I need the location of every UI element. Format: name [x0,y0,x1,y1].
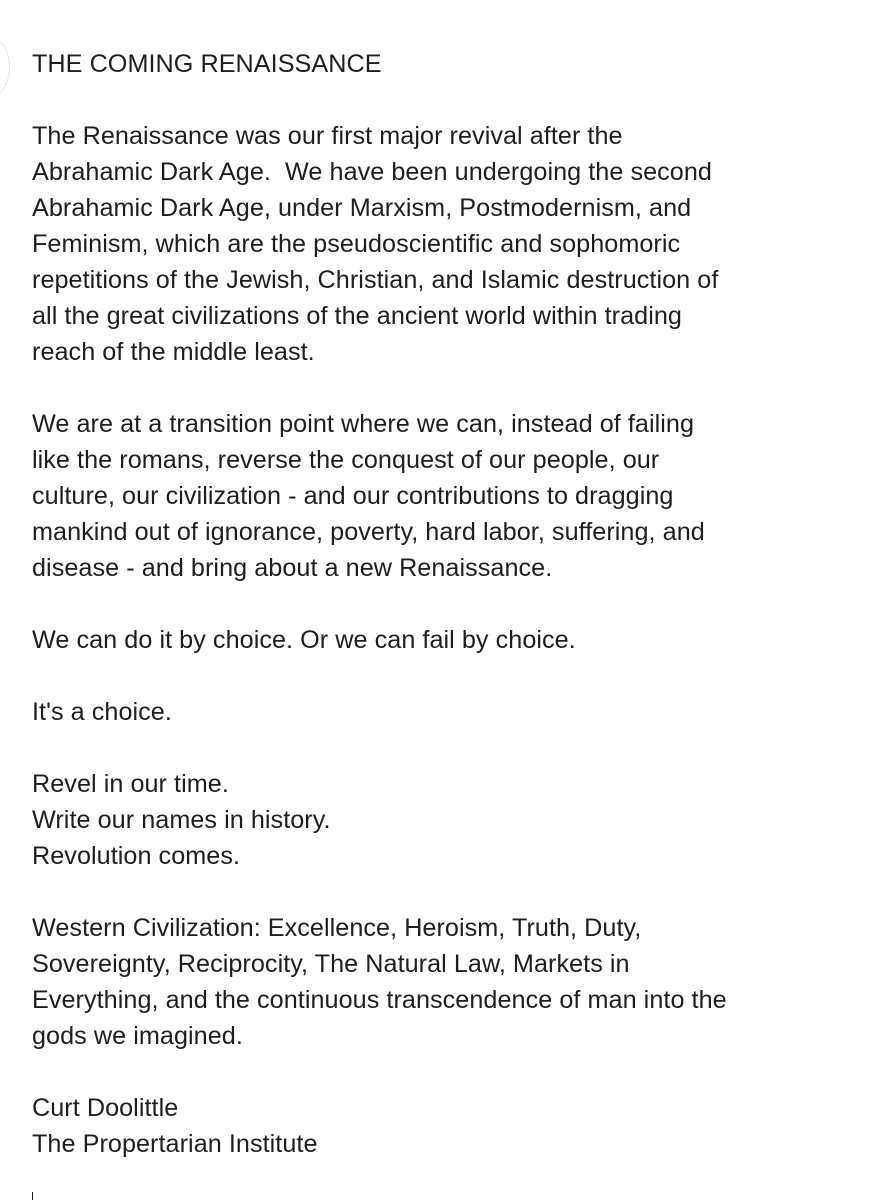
paragraph-line: Feminism, which are the pseudoscientific and sophomoric [32,230,681,258]
signature-organization: The Propertarian Institute [32,1130,318,1158]
paragraph-line: repetitions of the Jewish, Christian, and Islamic destruction of [32,266,719,294]
paragraph-line: mankind out of ignorance, poverty, hard labor, suffering, and [32,518,705,546]
paragraph-line: Revolution comes. [32,842,241,870]
paragraph-western-civilization [32,910,862,1054]
paragraph-line: gods we imagined. [32,1022,243,1050]
paragraph-revel [32,766,862,874]
paragraph-line: culture, our civilization - and our contributions to dragging [32,482,674,510]
paragraph-line: It's a choice. [32,698,172,726]
paragraph-line: Sovereignty, Reciprocity, The Natural Law, Markets in [32,950,630,978]
paragraph-choice [32,622,862,658]
text-cursor-mark [32,1192,33,1200]
paragraph-line: Abrahamic Dark Age. We have been undergoing the second [32,158,712,186]
paragraph-line: Revel in our time. [32,770,229,798]
post-title: THE COMING RENAISSANCE [32,50,382,78]
edge-arc-decoration [0,38,10,96]
signature [32,1090,862,1162]
post-title-paragraph [32,46,862,82]
signature-author: Curt Doolittle [32,1094,179,1122]
paragraph-transition [32,406,862,586]
paragraph-renaissance [32,118,862,370]
paragraph-line: Abrahamic Dark Age, under Marxism, Postmodernism, and [32,194,692,222]
post-body [32,46,862,1162]
paragraph-line: like the romans, reverse the conquest of our people, our [32,446,660,474]
paragraph-line: We are at a transition point where we can, instead of failing [32,410,695,438]
paragraph-line: We can do it by choice. Or we can fail by choice. [32,626,576,654]
paragraph-line: Everything, and the continuous transcendence of man into the [32,986,727,1014]
paragraph-line: Write our names in history. [32,806,331,834]
paragraph-line: The Renaissance was our first major revival after the [32,122,623,150]
paragraph-line: all the great civilizations of the ancient world within trading [32,302,682,330]
paragraph-line: reach of the middle least. [32,338,315,366]
paragraph-line: Western Civilization: Excellence, Heroism, Truth, Duty, [32,914,642,942]
paragraph-line: disease - and bring about a new Renaissance. [32,554,553,582]
paragraph-its-a-choice [32,694,862,730]
